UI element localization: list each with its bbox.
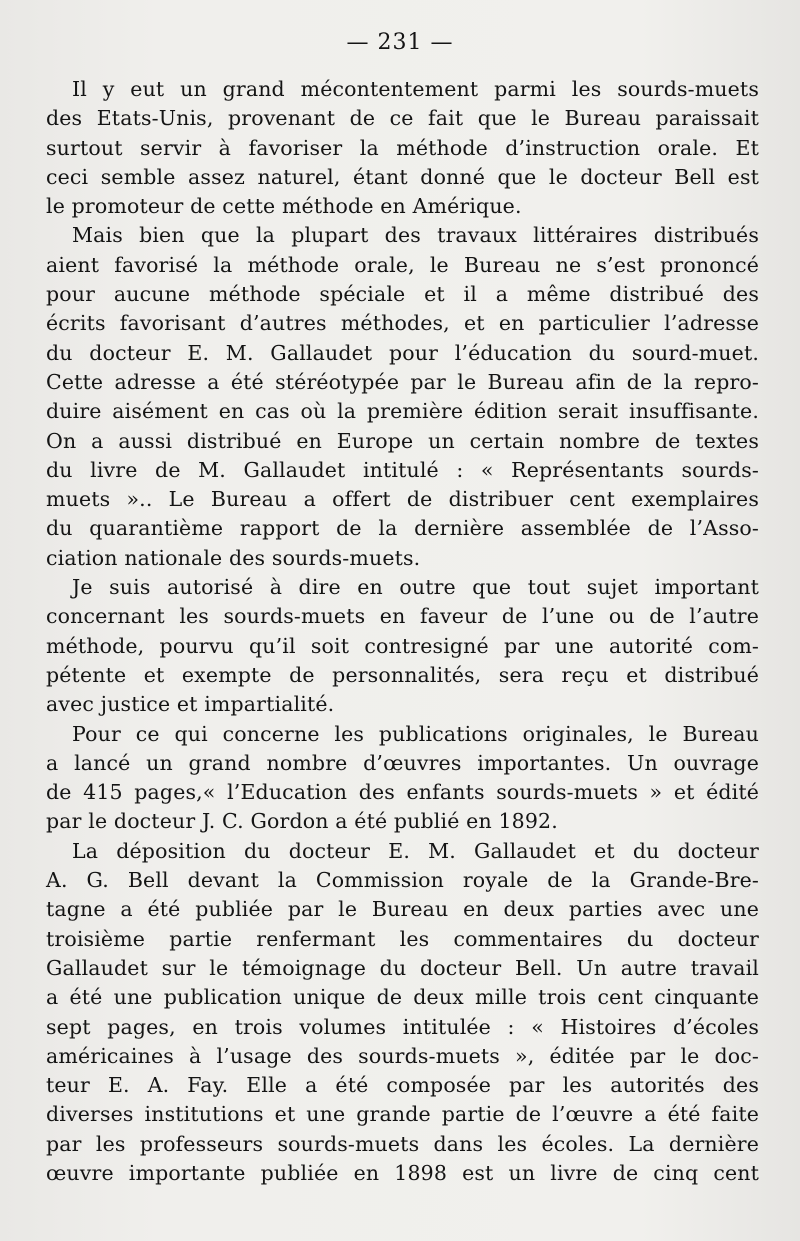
text-line: Pour ce qui concerne les publications originales, le Bureau <box>72 721 759 746</box>
text-line: écrits favorisant d’autres méthodes, et en particulier l’adresse <box>46 311 759 336</box>
text-line: A. G. Bell devant la Commission royale de la Grande-Bre- <box>46 868 759 893</box>
text-line: par les professeurs sourds-muets dans les écoles. La dernière <box>46 1131 759 1156</box>
text-line: Mais bien que la plupart des travaux littéraires distribués <box>72 223 759 248</box>
text-line: Cette adresse a été stéréotypée par le Bureau afin de la repro- <box>46 369 759 394</box>
text-line: duire aisément en cas où la première édition serait insuffisante. <box>46 399 759 424</box>
text-line: La déposition du docteur E. M. Gallaudet et du docteur <box>72 838 759 863</box>
text-line: des Etats-Unis, provenant de ce fait que le Bureau paraissait <box>46 106 759 131</box>
text-line: par le docteur J. C. Gordon a été publié en 1892. <box>46 809 558 834</box>
text-line: a été une publication unique de deux mille trois cent cinquante <box>46 985 759 1010</box>
text-line: Gallaudet sur le témoignage du docteur Bell. Un autre travail <box>46 955 759 980</box>
text-line: pour aucune méthode spéciale et il a même distribué des <box>46 282 759 307</box>
text-line: Je suis autorisé à dire en outre que tout sujet important <box>72 575 759 600</box>
text-line: pétente et exempte de personnalités, sera reçu et distribué <box>46 662 759 687</box>
text-line: diverses institutions et une grande partie de l’œuvre a été faite <box>46 1102 759 1127</box>
text-line: américaines à l’usage des sourds-muets », éditée par le doc- <box>46 1043 759 1068</box>
body-text <box>46 75 759 1188</box>
text-line: ciation nationale des sourds-muets. <box>46 545 421 570</box>
text-line: troisième partie renfermant les commentaires du docteur <box>46 926 759 951</box>
text-line: muets ».. Le Bureau a offert de distribuer cent exemplaires <box>46 487 759 512</box>
page-number: — 231 — <box>346 30 454 55</box>
text-line: méthode, pourvu qu’il soit contresigné par une autorité com- <box>46 633 759 658</box>
text-line: le promoteur de cette méthode en Amérique. <box>46 194 522 219</box>
text-line: concernant les sourds-muets en faveur de l’une ou de l’autre <box>46 604 759 629</box>
text-line: du quarantième rapport de la dernière assemblée de l’Asso- <box>46 516 759 541</box>
text-line: du livre de M. Gallaudet intitulé : « Représentants sourds- <box>46 457 759 482</box>
text-line: On a aussi distribué en Europe un certain nombre de textes <box>46 428 759 453</box>
text-line: du docteur E. M. Gallaudet pour l’éducation du sourd-muet. <box>46 340 759 365</box>
text-line: Il y eut un grand mécontentement parmi les sourds-muets <box>72 77 759 101</box>
text-line: de 415 pages,« l’Education des enfants sourds-muets » et édité <box>46 780 759 805</box>
text-line: sept pages, en trois volumes intitulée : « Histoires d’écoles <box>46 1014 759 1039</box>
text-line: surtout servir à favoriser la méthode d’instruction orale. Et <box>46 135 759 160</box>
text-line: avec justice et impartialité. <box>46 692 335 717</box>
text-line: teur E. A. Fay. Elle a été composée par les autorités des <box>46 1073 759 1098</box>
text-line: tagne a été publiée par le Bureau en deux parties avec une <box>46 897 759 922</box>
text-line: a lancé un grand nombre d’œuvres importantes. Un ouvrage <box>46 750 759 775</box>
text-line: aient favorisé la méthode orale, le Bureau ne s’est prononcé <box>46 252 759 277</box>
text-line: œuvre importante publiée en 1898 est un livre de cinq cent <box>46 1160 759 1185</box>
text-line: ceci semble assez naturel, étant donné que le docteur Bell est <box>46 164 759 189</box>
